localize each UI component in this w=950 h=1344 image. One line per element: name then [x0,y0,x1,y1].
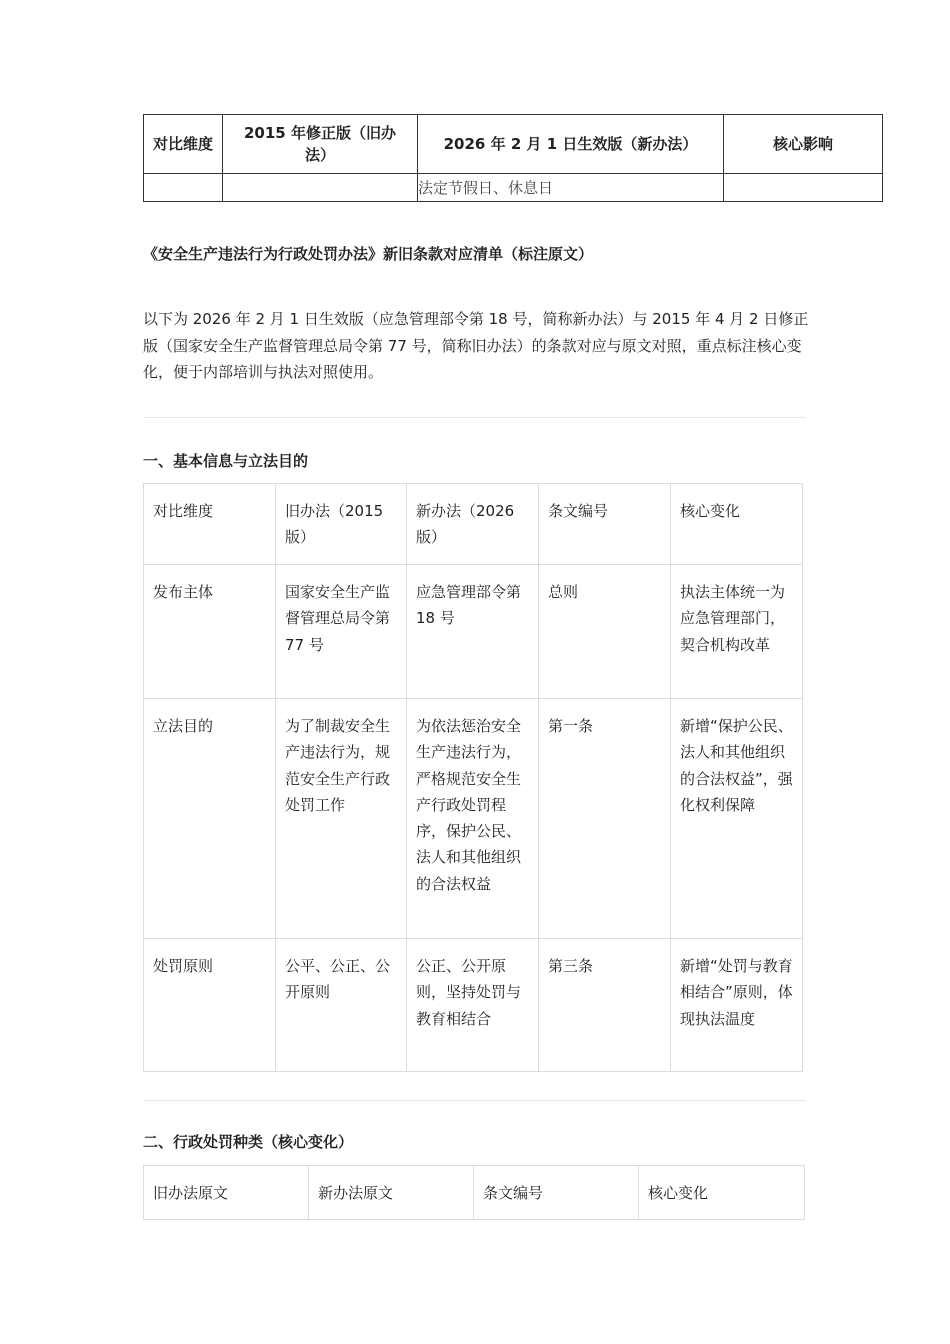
penalty-types-table [143,1165,805,1220]
header-cell: 核心变化 [671,484,803,565]
table-header-row [144,1166,805,1220]
divider [143,417,806,418]
table-cell: 新增“保护公民、法人和其他组织的合法权益”，强化权利保障 [671,699,803,939]
table-row [144,699,803,939]
header-cell: 旧办法（2015 版） [276,484,407,565]
section-heading: 二、行政处罚种类（核心变化） [143,1133,354,1151]
table-cell: 为了制裁安全生产违法行为，规范安全生产行政处罚工作 [276,699,407,939]
header-cell: 新办法原文 [309,1166,474,1220]
table-cell: 第一条 [539,699,671,939]
top-comparison-table [143,114,883,202]
table-cell: 第三条 [539,939,671,1072]
intro-paragraph: 以下为 2026 年 2 月 1 日生效版（应急管理部令第 18 号，简称新办法）与 2015 年 4 月 2 日修正版（国家安全生产监督管理总局令第 77 号，简称旧办法）的条款对应与原文对照，重点标注核心变化，便于内部培训与执法对照使用。 [143,310,809,381]
table-header-row [144,115,883,174]
header-cell: 对比维度 [144,115,223,174]
table-header-row [144,484,803,565]
table-row [144,174,883,202]
table-cell: 法定节假日、休息日 [418,174,724,202]
table-cell: 执法主体统一为应急管理部门，契合机构改革 [671,565,803,699]
table-row [144,565,803,699]
header-cell: 条文编号 [474,1166,639,1220]
header-cell: 新办法（2026 版） [407,484,539,565]
table-cell: 为依法惩治安全生产违法行为，严格规范安全生产行政处罚程序，保护公民、法人和其他组织的合法权益 [407,699,539,939]
document-title: 《安全生产违法行为行政处罚办法》新旧条款对应清单（标注原文） [143,245,594,263]
divider [143,1100,806,1101]
header-cell: 核心影响 [724,115,883,174]
table-cell: 公正、公开原则，坚持处罚与教育相结合 [407,939,539,1072]
header-cell: 2026 年 2 月 1 日生效版（新办法） [418,115,724,174]
table-cell: 处罚原则 [144,939,276,1072]
header-cell: 条文编号 [539,484,671,565]
table-cell: 应急管理部令第 18 号 [407,565,539,699]
table-row [144,939,803,1072]
table-cell: 总则 [539,565,671,699]
section-heading: 一、基本信息与立法目的 [143,452,309,470]
table-cell [144,174,223,202]
table-cell [724,174,883,202]
basic-info-table [143,483,803,1072]
header-cell: 2015 年修正版（旧办法） [223,115,418,174]
table-cell: 公平、公正、公开原则 [276,939,407,1072]
table-cell: 国家安全生产监督管理总局令第 77 号 [276,565,407,699]
table-cell: 新增“处罚与教育相结合”原则，体现执法温度 [671,939,803,1072]
table-cell: 立法目的 [144,699,276,939]
header-cell: 对比维度 [144,484,276,565]
header-cell: 核心变化 [639,1166,805,1220]
table-cell [223,174,418,202]
header-cell: 旧办法原文 [144,1166,309,1220]
table-cell: 发布主体 [144,565,276,699]
